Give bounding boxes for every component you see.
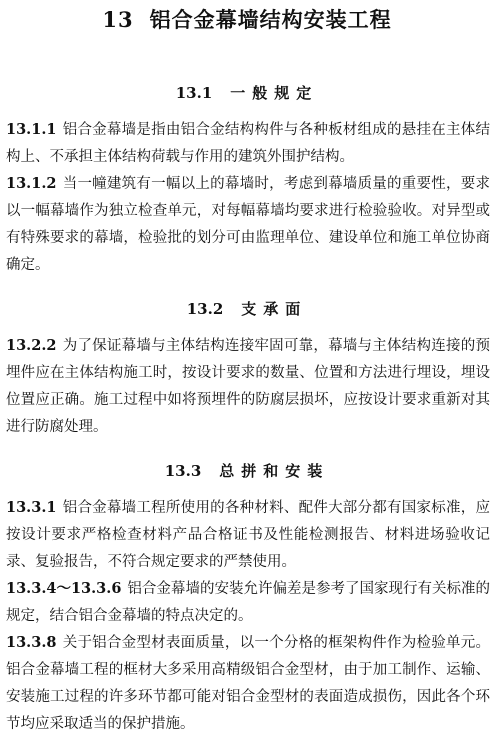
section-number: 13.2 — [186, 300, 224, 318]
clause-number: 13.3.4～13.3.6 — [6, 580, 122, 597]
paragraph-13-1-1 — [6, 116, 490, 171]
section-title: 总拼和安装 — [219, 462, 330, 480]
paragraph-text: 当一幢建筑有一幅以上的幕墙时，考虑到幕墙质量的重要性，要求以一幅幕墙作为独立检查单元，对每幅幕墙均要求进行检验验收。对异型或有特殊要求的幕墙，检验批的划分可由监理单位、建设单位和施工单位协商确定。 — [6, 176, 490, 273]
clause-number: 13.1.1 — [6, 121, 57, 138]
section-title: 一般规定 — [230, 84, 319, 102]
paragraph-text: 铝合金幕墙是指由铝合金结构构件与各种板材组成的悬挂在主体结构上、不承担主体结构荷载与作用的建筑外围护结构。 — [6, 122, 490, 165]
paragraph-text: 铝合金幕墙的安装允许偏差是参考了国家现行有关标准的规定，结合铝合金幕墙的特点决定的。 — [6, 581, 491, 624]
paragraph-13-3-4-6 — [6, 575, 490, 630]
clause-number: 13.1.2 — [6, 175, 57, 192]
section-heading-13-3 — [0, 460, 494, 481]
chapter-number: 13 — [102, 7, 134, 32]
paragraph-13-1-2 — [6, 170, 490, 279]
chapter-title-text: 铝合金幕墙结构安装工程 — [149, 7, 392, 32]
section-number: 13.1 — [175, 84, 213, 102]
clause-number: 13.3.1 — [6, 499, 57, 516]
section-heading-13-1 — [0, 82, 494, 103]
paragraph-text: 关于铝合金型材表面质量，以一个分格的框架构件作为检验单元。铝合金幕墙工程的框材大多采用高精级铝合金型材，由于加工制作、运输、安装施工过程的许多环节都可能对铝合金型材的表面造成损伤，因此各个环节均应采取适当的保护措施。 — [6, 635, 490, 732]
paragraph-text: 铝合金幕墙工程所使用的各种材料、配件大部分都有国家标准，应按设计要求严格检查材料产品合格证书及性能检测报告、材料进场验收记录、复验报告，不符合规定要求的严禁使用。 — [6, 500, 490, 570]
paragraph-13-3-8 — [6, 629, 490, 738]
paragraph-text: 为了保证幕墙与主体结构连接牢固可靠，幕墙与主体结构连接的预埋件应在主体结构施工时，按设计要求的数量、位置和方法进行埋设，埋设位置应正确。施工过程中如将预埋件的防腐层损坏，应按设计要求重新对其进行防腐处理。 — [6, 338, 490, 435]
chapter-title — [0, 4, 494, 34]
section-title: 支承面 — [241, 300, 308, 318]
clause-number: 13.2.2 — [6, 337, 57, 354]
clause-number: 13.3.8 — [6, 634, 57, 651]
paragraph-13-3-1 — [6, 494, 490, 576]
section-heading-13-2 — [0, 298, 494, 319]
section-number: 13.3 — [164, 462, 202, 480]
paragraph-13-2-2 — [6, 332, 490, 441]
